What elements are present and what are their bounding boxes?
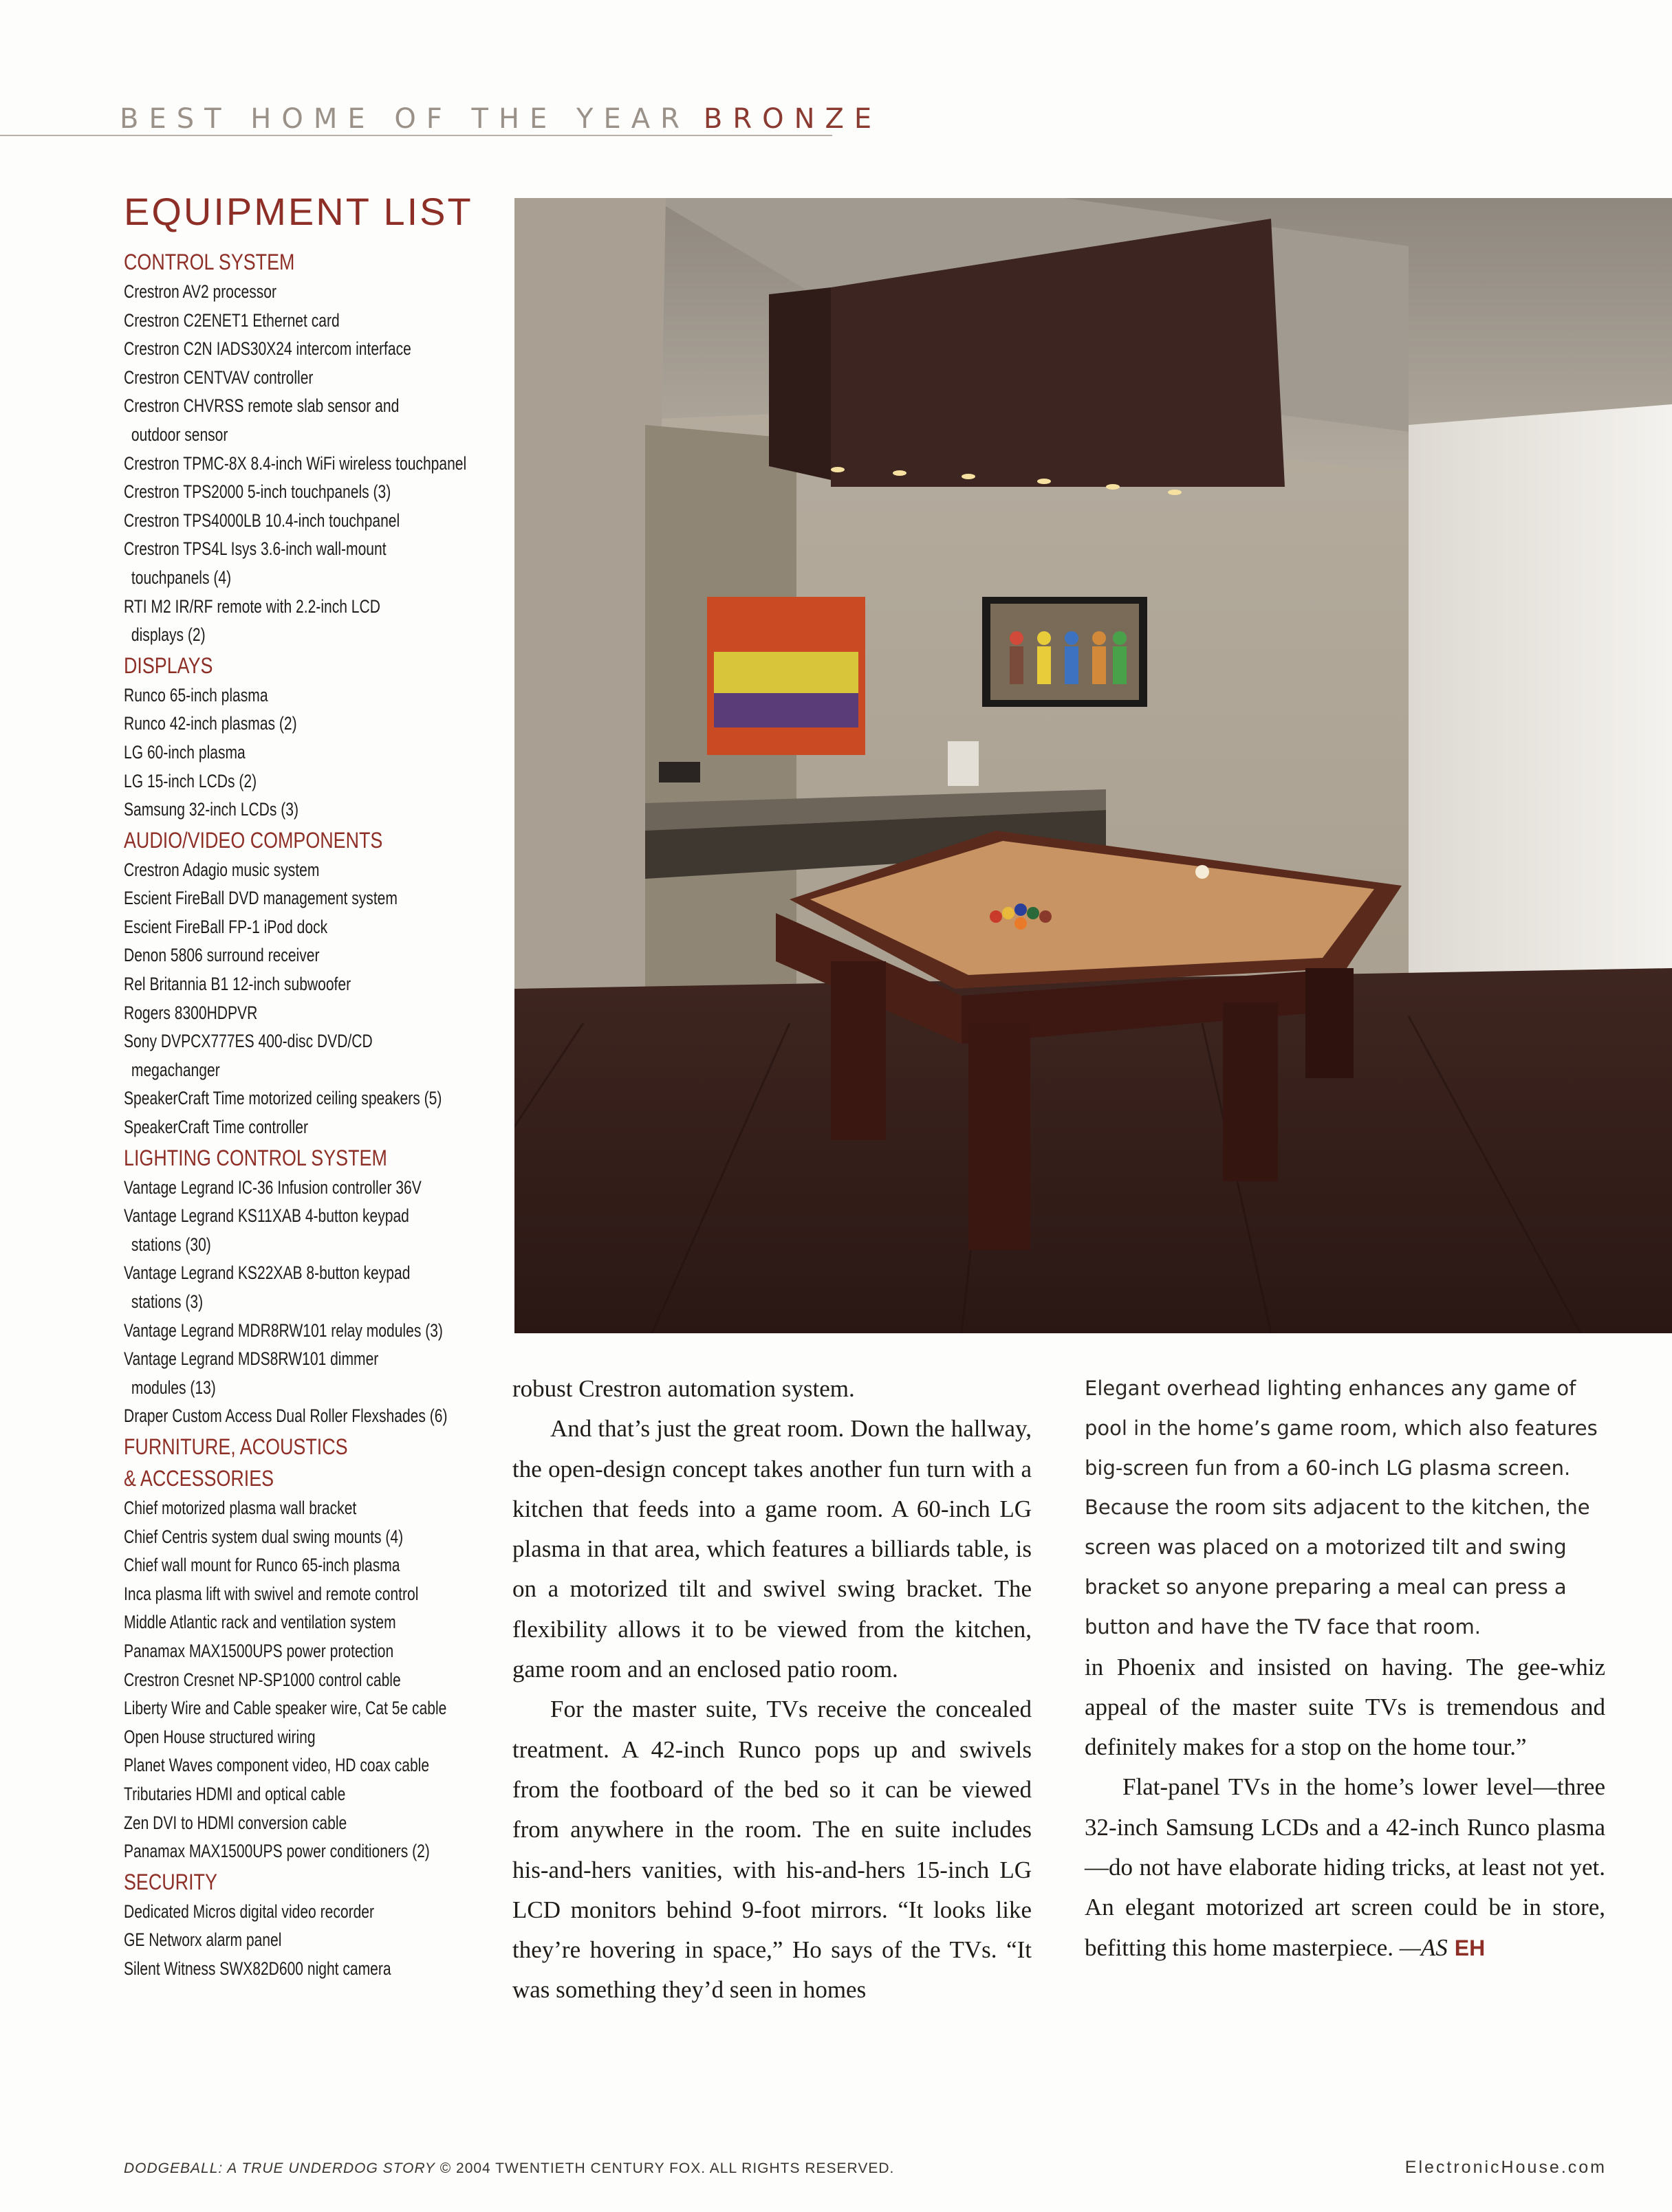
article-column-2 — [1085, 1369, 1605, 1968]
equipment-item: Panamax MAX1500UPS power protection — [124, 1640, 394, 1661]
equipment-item: modules (13) — [131, 1377, 216, 1398]
equipment-item: Draper Custom Access Dual Roller Flexshades (6) — [124, 1405, 448, 1427]
photo-caption: Elegant overhead lighting enhances any game of pool in the home’s game room, which also features big-screen fun from a 60-inch LG plasma screen. Because the room sits adjacent to the kitchen, the screen was placed on a motorized tilt and swing bracket so anyone preparing a meal can press a button and have the TV face that room. — [1085, 1377, 1598, 1639]
equipment-item: Rogers 8300HDPVR — [124, 1002, 258, 1023]
equipment-item: Vantage Legrand MDS8RW101 dimmer — [124, 1348, 379, 1370]
header-accent: BRONZE — [703, 103, 882, 135]
equipment-item: Vantage Legrand KS11XAB 4-button keypad — [124, 1205, 409, 1227]
equipment-item: Zen DVI to HDMI conversion cable — [124, 1812, 347, 1833]
equipment-sections — [124, 246, 509, 1983]
article-paragraph: robust Crestron automation system. — [512, 1375, 855, 1402]
equipment-item: GE Networx alarm panel — [124, 1929, 282, 1951]
equipment-item: Samsung 32-inch LCDs (3) — [124, 799, 298, 820]
equipment-section — [124, 650, 509, 824]
equipment-item: Crestron CHVRSS remote slab sensor and — [124, 395, 400, 417]
section-heading: & ACCESSORIES — [124, 1465, 274, 1491]
equipment-item: Tributaries HDMI and optical cable — [124, 1783, 346, 1804]
equipment-item: Vantage Legrand IC-36 Infusion controller 36V — [124, 1176, 422, 1198]
equipment-item: Chief wall mount for Runco 65-inch plasma — [124, 1555, 400, 1576]
equipment-item: Crestron TPS4L Isys 3.6-inch wall-mount — [124, 538, 387, 560]
section-heading: DISPLAYS — [124, 653, 213, 678]
credit-rest: © 2004 TWENTIETH CENTURY FOX. ALL RIGHTS RESERVED. — [439, 2160, 895, 2176]
equipment-item: stations (3) — [131, 1291, 204, 1312]
section-heading: SECURITY — [124, 1869, 217, 1894]
equipment-section — [124, 824, 509, 1142]
equipment-title: EQUIPMENT LIST — [124, 190, 473, 233]
equipment-item: Vantage Legrand MDR8RW101 relay modules (3) — [124, 1319, 443, 1341]
credit-title: DODGEBALL: A TRUE UNDERDOG STORY — [124, 2160, 435, 2176]
equipment-item: stations (30) — [131, 1234, 211, 1255]
equipment-item: Escient FireBall FP-1 iPod dock — [124, 916, 328, 937]
article-paragraph: For the master suite, TVs receive the concealed treatment. A 42-inch Runco pops up and swivels from the footboard of the bed so it can be viewed from anywhere in the room. The en suite includes his-and-hers vanities, with his-and-hers 15-inch LG LCD monitors behind 9-foot mirrors. “It looks like they’re hovering in space,” Ho says of the TVs. “It was something they’d seen in homes — [512, 1696, 1032, 2004]
equipment-item: Crestron TPS4000LB 10.4-inch touchpanel — [124, 510, 400, 531]
equipment-item: outdoor sensor — [131, 424, 228, 445]
article-paragraph — [1085, 1767, 1605, 1967]
equipment-item: Crestron TPMC-8X 8.4-inch WiFi wireless touchpanel — [124, 452, 467, 474]
section-heading: FURNITURE, ACOUSTICS — [124, 1434, 348, 1459]
equipment-section — [124, 1142, 509, 1431]
equipment-section — [124, 1431, 509, 1866]
equipment-item: Crestron C2ENET1 Ethernet card — [124, 309, 340, 331]
equipment-item: Runco 65-inch plasma — [124, 684, 268, 705]
equipment-item: SpeakerCraft Time controller — [124, 1117, 309, 1138]
article-paragraph: And that’s just the great room. Down the hallway, the open-design concept takes another fun turn with a kitchen that feeds into a game room. A 60-inch LG plasma in that area, which features a billiards table, is on a motorized tilt and swivel swing bracket. The flexibility allows it to be viewed from the kitchen, game room and an enclosed patio room. — [512, 1415, 1032, 1683]
equipment-item: Vantage Legrand KS22XAB 8-button keypad — [124, 1262, 411, 1284]
equipment-item: Inca plasma lift with swivel and remote control — [124, 1583, 419, 1604]
section-heading: CONTROL SYSTEM — [124, 250, 295, 274]
closing-text: Flat-panel TVs in the home’s lower level—three 32-inch Samsung LCDs and a 42-inch Runco plasma—do not have elaborate hiding tricks, at least not yet. An elegant motorized art screen could be in store, befitting this home masterpiece. — [1085, 1773, 1605, 1961]
equipment-list — [124, 189, 509, 1983]
equipment-item: Crestron CENTVAV controller — [124, 366, 314, 388]
equipment-item: Escient FireBall DVD management system — [124, 888, 398, 909]
game-room-photo — [514, 198, 1672, 1333]
equipment-item: Silent Witness SWX82D600 night camera — [124, 1958, 391, 1979]
equipment-item: Liberty Wire and Cable speaker wire, Cat 5e cable — [124, 1698, 447, 1719]
equipment-item: Crestron AV2 processor — [124, 281, 277, 302]
equipment-item: Crestron Cresnet NP-SP1000 control cable — [124, 1669, 401, 1690]
equipment-item: touchpanels (4) — [131, 567, 232, 588]
author-signature: —AS — [1399, 1934, 1448, 1961]
article-column-1 — [512, 1369, 1032, 2011]
equipment-item: displays (2) — [131, 624, 206, 646]
equipment-item: Runco 42-inch plasmas (2) — [124, 713, 297, 734]
equipment-item: Chief motorized plasma wall bracket — [124, 1497, 357, 1518]
equipment-item: Dedicated Micros digital video recorder — [124, 1901, 375, 1922]
equipment-item: Middle Atlantic rack and ventilation system — [124, 1612, 396, 1633]
equipment-item: Chief Centris system dual swing mounts (4) — [124, 1526, 404, 1547]
equipment-item: Denon 5806 surround receiver — [124, 945, 320, 966]
equipment-item: Panamax MAX1500UPS power conditioners (2) — [124, 1841, 430, 1862]
header-prefix: BEST HOME OF THE YEAR — [120, 103, 690, 135]
site-url: ElectronicHouse.com — [1404, 2158, 1607, 2177]
equipment-item: Crestron Adagio music system — [124, 859, 320, 880]
equipment-item: Sony DVPCX777ES 400-disc DVD/CD — [124, 1031, 373, 1052]
section-heading: LIGHTING CONTROL SYSTEM — [124, 1145, 387, 1170]
equipment-section — [124, 1866, 509, 1984]
equipment-section — [124, 246, 509, 650]
equipment-item: SpeakerCraft Time motorized ceiling speakers (5) — [124, 1088, 442, 1109]
equipment-item: LG 60-inch plasma — [124, 741, 246, 763]
section-heading: AUDIO/VIDEO COMPONENTS — [124, 827, 383, 853]
running-header — [120, 103, 882, 135]
equipment-item: Open House structured wiring — [124, 1726, 316, 1747]
equipment-item: Crestron TPS2000 5-inch touchpanels (3) — [124, 481, 391, 503]
photo-credit — [124, 2160, 894, 2177]
header-rule — [0, 135, 832, 136]
equipment-item: Crestron C2N IADS30X24 intercom interface — [124, 338, 411, 360]
equipment-item: RTI M2 IR/RF remote with 2.2-inch LCD — [124, 595, 380, 617]
end-mark: EH — [1454, 1935, 1486, 1960]
photo-illustration — [514, 198, 1672, 1333]
equipment-item: Planet Waves component video, HD coax cable — [124, 1755, 430, 1776]
equipment-item: LG 15-inch LCDs (2) — [124, 770, 257, 791]
equipment-item: megachanger — [131, 1059, 220, 1080]
article-paragraph: in Phoenix and insisted on having. The gee-whiz appeal of the master suite TVs is tremendous and definitely makes for a stop on the home tour.” — [1085, 1653, 1605, 1761]
equipment-item: Rel Britannia B1 12-inch subwoofer — [124, 974, 351, 995]
